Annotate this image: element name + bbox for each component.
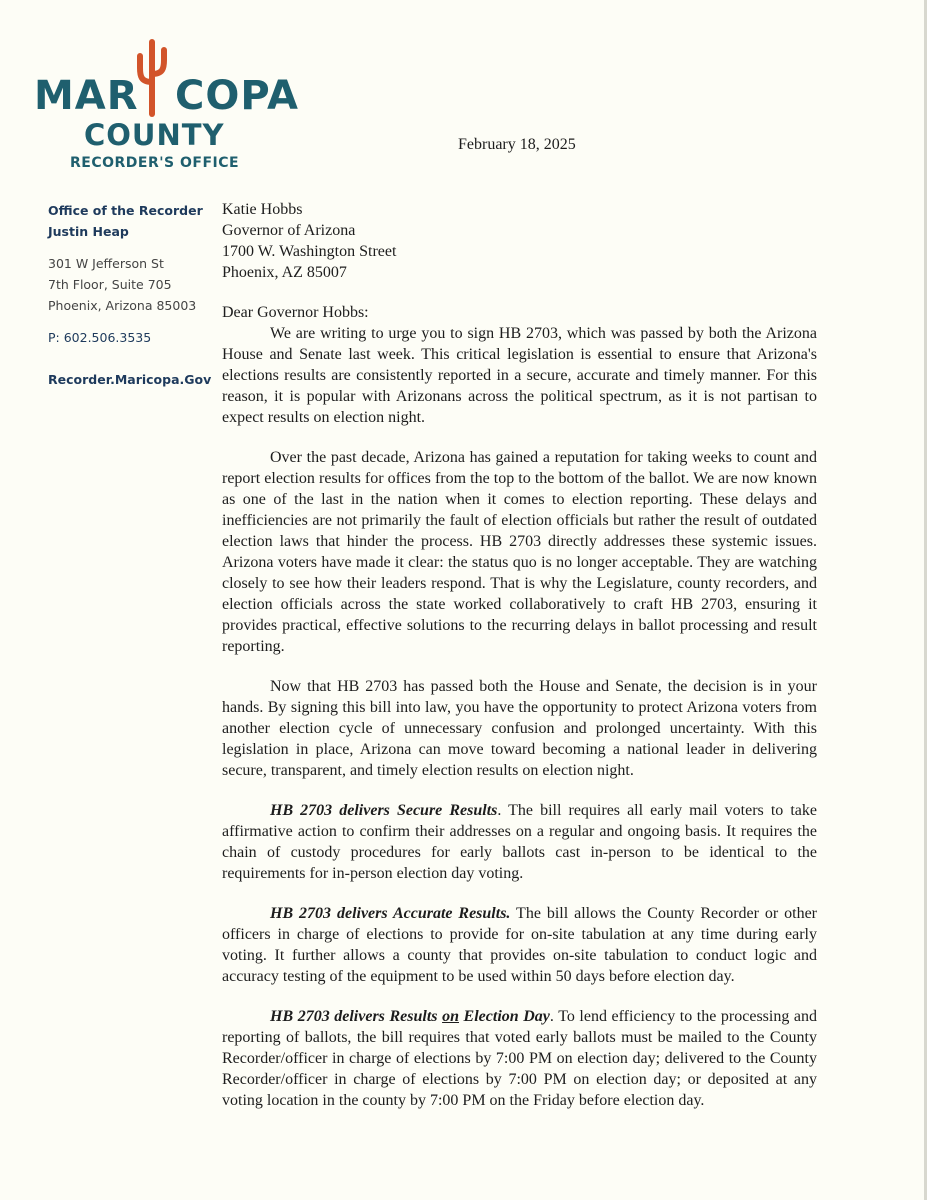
secure-results-heading: HB 2703 delivers Secure Results bbox=[270, 802, 498, 819]
election-day-heading-a: HB 2703 delivers Results bbox=[270, 1008, 443, 1025]
website-link[interactable]: Recorder.Maricopa.Gov bbox=[48, 372, 212, 387]
logo-text-office: RECORDER'S OFFICE bbox=[70, 155, 240, 171]
recipient-street: 1700 W. Washington Street bbox=[222, 243, 397, 260]
recipient-name: Katie Hobbs bbox=[222, 201, 303, 218]
logo-text-copa: COPA bbox=[175, 73, 299, 119]
secure-results-body: . The bill requires all early mail voters to take affirmative action to confirm their addresses on a regular and ongoing basis. It requires the chain of custody procedures for early ballots cast in-person to be identical to the requirements for in-person election day voting. bbox=[222, 802, 818, 882]
salutation: Dear Governor Hobbs: bbox=[222, 304, 369, 321]
paragraph-election-day-results bbox=[222, 1006, 817, 1111]
address-line-3: Phoenix, Arizona 85003 bbox=[48, 298, 197, 313]
logo-text-mar: MAR bbox=[34, 73, 139, 119]
address-line-1: 301 W Jefferson St bbox=[48, 256, 164, 271]
paragraph-1: We are writing to urge you to sign HB 2703, which was passed by both the Arizona House and Senate last week. This critical legislation is essential to ensure that Arizona's elections results are consistently reported in a secure, accurate and timely manner. For this reason, it is popular with Arizonans across the political spectrum, as it is not partisan to expect results on election night. bbox=[222, 325, 817, 426]
recipient-title: Governor of Arizona bbox=[222, 222, 356, 239]
election-day-heading-on: on bbox=[442, 1008, 459, 1025]
letter-date: February 18, 2025 bbox=[458, 136, 576, 153]
recipient-address bbox=[222, 199, 817, 283]
recorder-name: Justin Heap bbox=[48, 224, 129, 239]
logo-text-county: COUNTY bbox=[84, 118, 225, 152]
letter-body bbox=[222, 199, 817, 1130]
office-title: Office of the Recorder bbox=[48, 203, 203, 218]
paragraph-accurate-results bbox=[222, 903, 817, 987]
paragraph-secure-results bbox=[222, 800, 817, 884]
election-day-heading-b: Election Day bbox=[458, 1008, 550, 1025]
recipient-city: Phoenix, AZ 85007 bbox=[222, 264, 347, 281]
accurate-results-body: The bill allows the County Recorder or other officers in charge of elections to provide for on-site tabulation at any time during early voting. It further allows a county that provides on-site tabulation to conduct logic and accuracy testing of the equipment to be used within 50 days before election day. bbox=[222, 905, 817, 985]
election-day-body: . To lend efficiency to the processing and reporting of ballots, the bill requires that voted early ballots must be mailed to the County Recorder/officer in charge of elections by 7:00 PM on election day; delivered to the County Recorder/officer in charge of elections by 7:00 PM on election day; or deposited at any voting location in the county by 7:00 PM on the Friday before election day. bbox=[222, 1008, 818, 1109]
paragraph-3: Now that HB 2703 has passed both the House and Senate, the decision is in your hands. By signing this bill into law, you have the opportunity to protect Arizona voters from another election cycle of unnecessary confusion and prolonged uncertainty. With this legislation in place, Arizona can move toward becoming a national leader in delivering secure, transparent, and timely election results on election night. bbox=[222, 678, 817, 779]
saguaro-cactus-icon bbox=[135, 38, 169, 118]
maricopa-county-logo bbox=[34, 38, 299, 178]
paragraph-2: Over the past decade, Arizona has gained a reputation for taking weeks to count and report election results for offices from the top to the bottom of the ballot. We are now known as one of the last in the nation when it comes to election reporting. These delays and inefficiencies are not primarily the fault of election officials but rather the result of outdated election laws that hinder the process. HB 2703 directly addresses these systemic issues. Arizona voters have made it clear: the status quo is no longer acceptable. They are watching closely to see how their leaders respond. That is why the Legislature, county recorders, and election officials across the state worked collaboratively to craft HB 2703, ensuring it provides practical, effective solutions to the recurring delays in ballot processing and result reporting. bbox=[222, 449, 817, 655]
address-line-2: 7th Floor, Suite 705 bbox=[48, 277, 172, 292]
accurate-results-heading: HB 2703 delivers Accurate Results. bbox=[270, 905, 511, 922]
letterhead-sidebar bbox=[48, 200, 218, 390]
phone-number: P: 602.506.3535 bbox=[48, 330, 152, 345]
